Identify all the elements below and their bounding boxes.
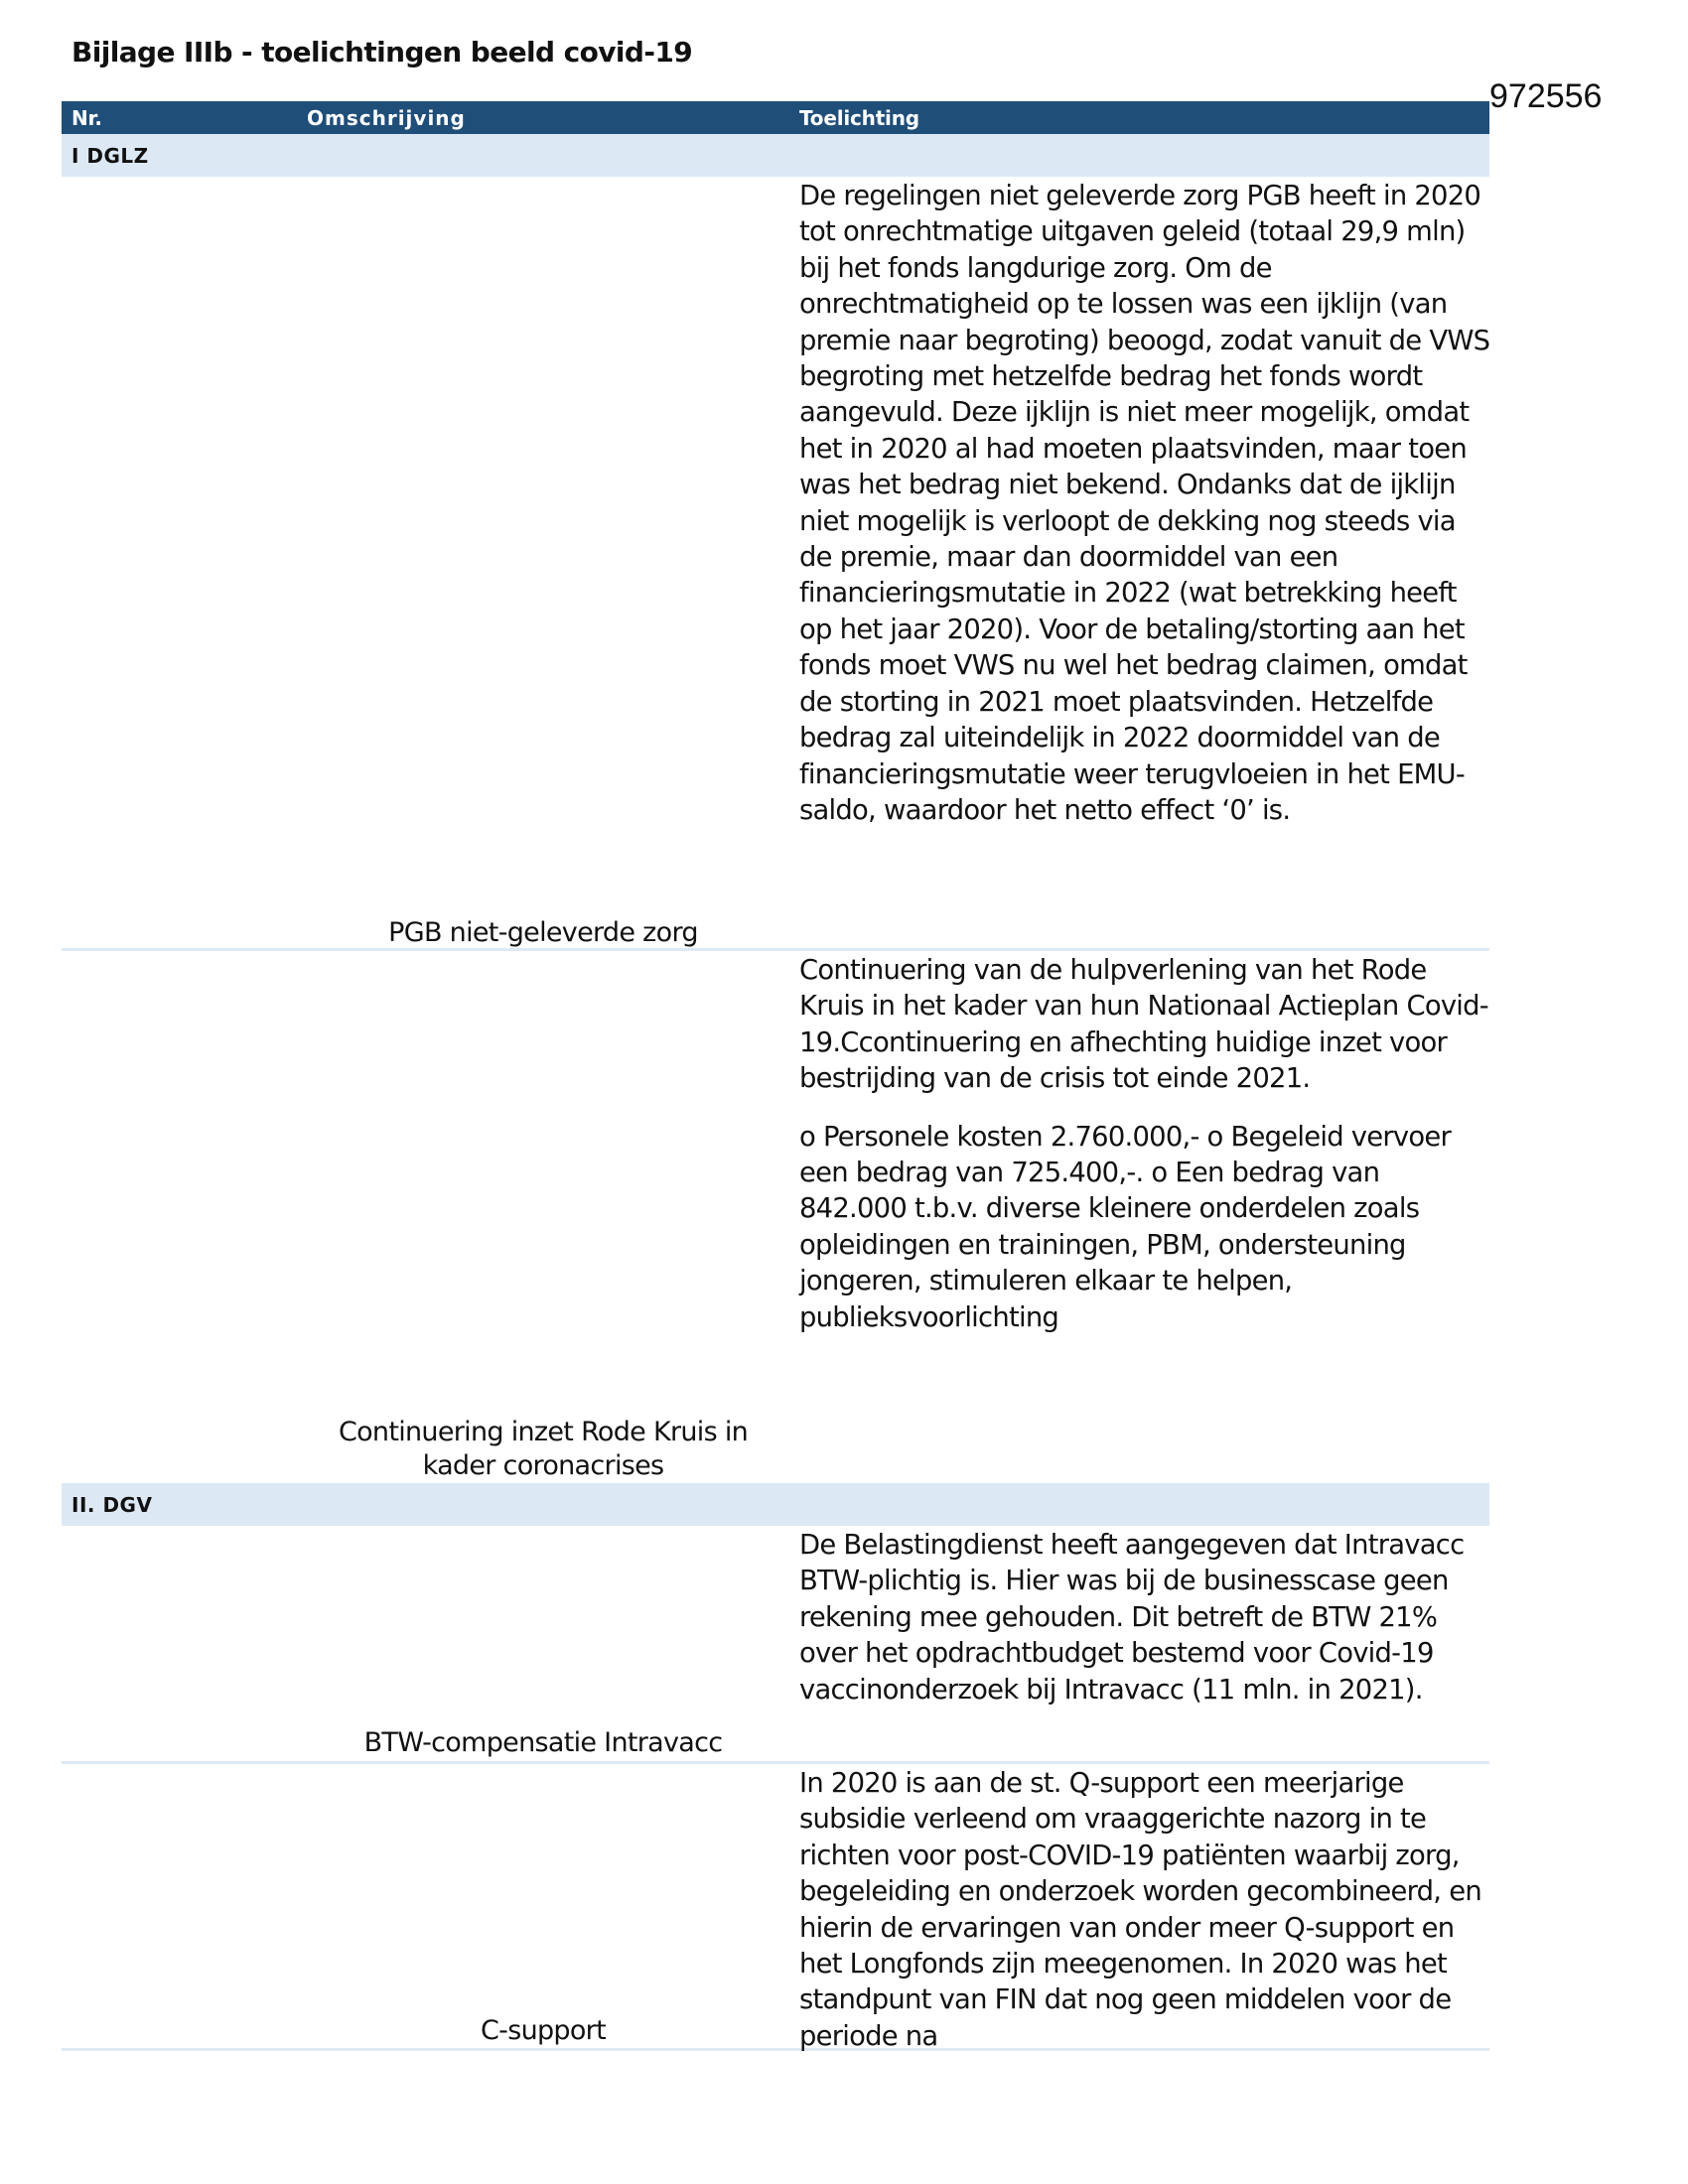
explanations-table: [62, 101, 1489, 2051]
toelichting-paragraph: Continuering van de hulpverlening van het Rode Kruis in het kader van hun Nationaal Actieplan Covid-19.Ccontinuering en afhechting huidige inzet voor bestrijding van de crisis tot einde 2021.: [799, 955, 1488, 1095]
section-label: I DGLZ: [71, 144, 149, 168]
table-row: [62, 1526, 1489, 1764]
section-label: II. DGV: [71, 1493, 153, 1517]
table-row: [62, 951, 1489, 1483]
toelichting-paragraph: De Belastingdienst heeft aangegeven dat Intravacc BTW-plichtig is. Hier was bij de businesscase geen rekening mee gehouden. Dit betreft de BTW 21% over het opdrachtbudget bestemd voor Covid-19 vaccinonderzoek bij Intravacc (11 mln. in 2021).: [799, 1530, 1465, 1706]
table-row: [62, 177, 1489, 951]
reference-number: 972556: [1489, 77, 1603, 115]
table-header: [62, 101, 1489, 134]
toelichting-cell: [799, 177, 1494, 829]
omschrijving-cell: BTW-compensatie Intravacc: [363, 1727, 723, 1758]
omschrijving-cell: C-support: [481, 2015, 606, 2046]
toelichting-paragraph: o Personele kosten 2.760.000,- o Begeleid vervoer een bedrag van 725.400,-. o Een bedrag van 842.000 t.b.v. diverse kleinere onderdelen zoals opleidingen en trainingen, PBM, ondersteuning jongeren, stimuleren elkaar te helpen, publieksvoorlichting: [799, 1121, 1451, 1333]
table-row: [62, 1764, 1489, 2051]
toelichting-cell: [799, 1764, 1494, 2055]
toelichting-paragraph: In 2020 is aan de st. Q-support een meerjarige subsidie verleend om vraaggerichte nazorg in te richten voor post-COVID-19 patiënten waarbij zorg, begeleiding en onderzoek worden gecombineerd, en hierin de ervaringen van onder meer Q-support en het Longfonds zijn meegenomen. In 2020 was het standpunt van FIN dat nog geen middelen voor de periode na: [799, 1768, 1481, 2052]
section-row-dgv: [62, 1483, 1489, 1526]
column-header-toelichting: Toelichting: [799, 106, 919, 130]
omschrijving-cell: PGB niet-geleverde zorg: [388, 917, 698, 948]
toelichting-paragraph: De regelingen niet geleverde zorg PGB heeft in 2020 tot onrechtmatige uitgaven geleid (totaal 29,9 mln) bij het fonds langdurige zorg. Om de onrechtmatigheid op te lossen was een ijklijn (van premie naar begroting) beoogd, zodat vanuit de VWS begroting met hetzelfde bedrag het fonds wordt aangevuld. Deze ijklijn is niet meer mogelijk, omdat het in 2020 al had moeten plaatsvinden, maar toen was het bedrag niet bekend. Ondanks dat de ijklijn niet mogelijk is verloopt de dekking nog steeds via de premie, maar dan doormiddel van een financieringsmutatie in 2022 (wat betrekking heeft op het jaar 2020). Voor de betaling/storting aan het fonds moet VWS nu wel het bedrag claimen, omdat de storting in 2021 moet plaatsvinden. Hetzelfde bedrag zal uiteindelijk in 2022 doormiddel van de financieringsmutatie weer terugvloeien in het EMU-saldo, waardoor het netto effect ‘0’ is.: [799, 181, 1490, 826]
toelichting-cell: [799, 951, 1494, 1336]
column-header-omschrijving: Omschrijving: [307, 106, 466, 130]
section-row-dglz: [62, 134, 1489, 177]
toelichting-cell: [799, 1526, 1494, 1708]
document-title: Bijlage IIIb - toelichtingen beeld covid-19: [71, 36, 693, 68]
omschrijving-cell: Continuering inzet Rode Kruis in kader coronacrises: [338, 1417, 749, 1481]
column-header-nr: Nr.: [71, 106, 102, 130]
